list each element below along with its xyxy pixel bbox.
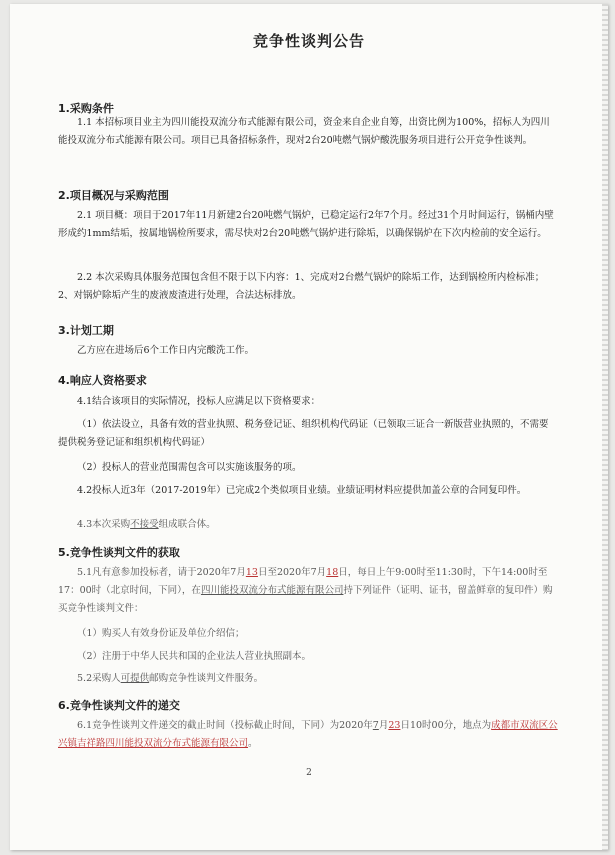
s5-p4-text-b: 邮购竞争性谈判文件服务。	[149, 673, 264, 684]
section-2-paragraph-2: 2.2 本次采购具体服务范围包含但不限于以下内容：1、完成对2台燃气锅炉的除垢工作，达到锅检所内检标准；2、对锅炉除垢产生的废液废渣进行处理，合法达标排放。	[58, 272, 545, 301]
s6-p1-text-e: 。	[248, 738, 258, 749]
section-2-paragraph-1: 2.1 项目概：项目于2017年11月新建2台20吨燃气锅炉，已稳定运行2年7个月。经过31个月时间运行，锅桶内壁形成约1mm结垢，按属地锅检所要求，需尽快对2台20吨燃气锅炉进行除垢，以确保锅炉在下次内检前的安全运行。	[58, 210, 554, 239]
section-4-paragraph-4: 4.2投标人近3年（2017-2019年）已完成2个类似项目业绩。业绩证明材料应提供加盖公章的合同复印件。	[77, 485, 527, 496]
document-title: 竞争性谈判公告	[252, 32, 365, 50]
section-3-paragraph-1: 乙方应在进场后6个工作日内完酸洗工作。	[77, 345, 255, 356]
s5-p1-text-c: 日，每日上午9:00时至11:30时，下午14:00时至17：00时（北京时间，下同），在	[58, 567, 548, 596]
s5-p1-text-b: 日至2020年7月	[257, 567, 327, 578]
section-5-paragraph-2: （1）购买人有效身份证及单位介绍信；	[77, 628, 245, 639]
section-4-paragraph-3: （2）投标人的营业范围需包含可以实施该服务的项。	[77, 462, 302, 473]
section-2-heading: 2.项目概况与采购范围	[58, 189, 169, 202]
section-3-heading: 3.计划工期	[58, 324, 114, 337]
s4-p5-text-a: 4.3本次采购	[77, 519, 131, 530]
section-4-heading: 4.响应人资格要求	[58, 374, 147, 387]
s5-p1-text-a: 5.1凡有意参加投标者，请于2020年7月	[77, 567, 246, 578]
section-6-paragraph-1	[58, 717, 558, 753]
s6-p1-text-c: 日10时00分，地点为	[400, 720, 492, 731]
section-5-paragraph-1	[58, 564, 558, 618]
page-edge	[602, 4, 608, 850]
s5-p1-date-1: 13	[245, 567, 258, 578]
document-page	[10, 4, 608, 850]
section-6-heading: 6.竞争性谈判文件的递交	[58, 699, 180, 712]
s6-p1-text-a: 6.1竞争性谈判文件递交的截止时间（投标截止时间，下同）为2020年	[77, 720, 373, 731]
page-number: 2	[306, 768, 312, 778]
s4-p5-text-b: 组成联合体。	[158, 519, 216, 530]
section-4-paragraph-1: 4.1结合该项目的实际情况，投标人应满足以下资格要求：	[77, 396, 321, 407]
s6-p1-location: 成都市双流区公兴镇吉祥路四川能投双流分布式能源有限公司	[58, 720, 558, 749]
s6-p1-text-b: 月	[378, 720, 389, 731]
section-1-paragraph-1: 1.1 本招标项目业主为四川能投双流分布式能源有限公司，资金来自企业自筹，出资比例为100%，招标人为四川能投双流分布式能源有限公司。项目已具备招标条件，现对2台20吨燃气锅炉酸洗服务项目进行公开竞争性谈判。	[58, 117, 550, 146]
section-5-heading: 5.竞争性谈判文件的获取	[58, 546, 180, 559]
s6-p1-month: 7	[372, 720, 379, 731]
s5-p1-company: 四川能投双流分布式能源有限公司	[200, 585, 344, 596]
s5-p4-text-a: 5.2采购人	[77, 673, 121, 684]
s4-p5-underlined: 不接受	[130, 519, 159, 530]
section-4-paragraph-2: （1）依法设立，具备有效的营业执照、税务登记证、组织机构代码证（已领取三证合一新版营业执照的，不需要提供税务登记证和组织机构代码证）	[58, 419, 549, 448]
section-5-paragraph-3: （2）注册于中华人民共和国的企业法人营业执照副本。	[77, 651, 312, 662]
section-4-paragraph-5	[58, 516, 558, 534]
section-5-paragraph-4	[58, 670, 558, 688]
section-1-heading: 1.采购条件	[58, 102, 114, 115]
s5-p1-date-2: 18	[326, 567, 339, 578]
s6-p1-day: 23	[388, 720, 401, 731]
s5-p4-underlined: 可提供	[120, 673, 150, 684]
s5-p1-text-e: 持下列证件（证明、证书，留盖鲜章的复印件）购买竞争性谈判文件：	[58, 585, 553, 614]
